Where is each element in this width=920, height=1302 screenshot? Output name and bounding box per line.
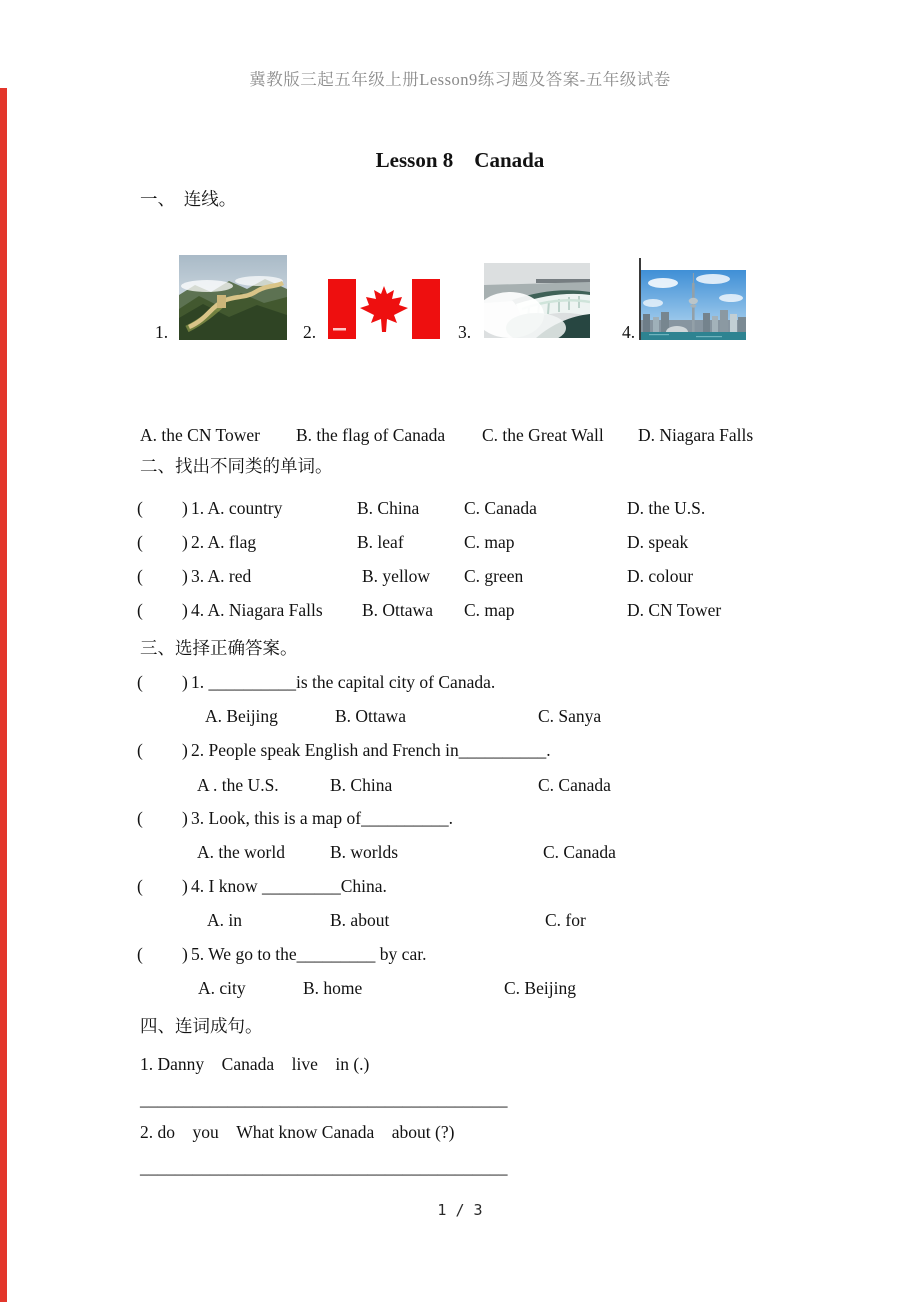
section2-heading: 二、找出不同类的单词。 bbox=[140, 456, 333, 476]
option-b: B. yellow bbox=[362, 566, 431, 586]
paren-open: ( bbox=[137, 532, 143, 552]
option-d: D. speak bbox=[627, 532, 689, 552]
page-title: Lesson 8 Canada bbox=[375, 148, 545, 172]
choice-a: A. Beijing bbox=[205, 706, 278, 726]
option-d: D. colour bbox=[627, 566, 694, 586]
choice-b: B. China bbox=[330, 775, 393, 795]
section4-heading: 四、连词成句。 bbox=[140, 1016, 263, 1036]
doc-header: 冀教版三起五年级上册Lesson9练习题及答案-五年级试卷 bbox=[249, 70, 671, 89]
choice-a: A . the U.S. bbox=[197, 775, 279, 795]
figure-number-4: 4. bbox=[622, 322, 636, 342]
option-b: B. China bbox=[357, 498, 420, 518]
niagara-falls-image bbox=[484, 263, 590, 338]
section1-heading: 一、 连线。 bbox=[140, 189, 237, 209]
paren-close: ) bbox=[182, 672, 188, 692]
option-a: 1. A. country bbox=[191, 498, 283, 518]
page-number: 1 / 3 bbox=[437, 1201, 483, 1219]
choice-a: A. city bbox=[198, 978, 246, 998]
choice-b: B. about bbox=[330, 910, 390, 930]
choice-c: C. Sanya bbox=[538, 706, 602, 726]
great-wall-image bbox=[179, 255, 287, 340]
paren-open: ( bbox=[137, 498, 143, 518]
option-b: B. leaf bbox=[357, 532, 404, 552]
choice-c: C. Beijing bbox=[504, 978, 576, 998]
option-c: C. map bbox=[464, 532, 515, 552]
option-d: D. CN Tower bbox=[627, 600, 722, 620]
option-c: C. map bbox=[464, 600, 515, 620]
option-a: 4. A. Niagara Falls bbox=[191, 600, 323, 620]
paren-open: ( bbox=[137, 808, 143, 828]
paren-close: ) bbox=[182, 944, 188, 964]
answer-b: B. the flag of Canada bbox=[296, 425, 446, 445]
section3-heading: 三、选择正确答案。 bbox=[140, 638, 298, 658]
answer-a: A. the CN Tower bbox=[140, 425, 260, 445]
choice-b: B. worlds bbox=[330, 842, 399, 862]
choice-b: B. Ottawa bbox=[335, 706, 406, 726]
paren-close: ) bbox=[182, 740, 188, 760]
paren-close: ) bbox=[182, 808, 188, 828]
question-stem: 2. People speak English and French in__________. bbox=[191, 740, 551, 760]
paren-open: ( bbox=[137, 944, 143, 964]
choice-a: A. in bbox=[207, 910, 242, 930]
choice-b: B. home bbox=[303, 978, 363, 998]
canada-flag-image bbox=[328, 279, 440, 339]
paren-close: ) bbox=[182, 566, 188, 586]
question-stem: 1. __________is the capital city of Canada. bbox=[191, 672, 496, 692]
figure-number-1: 1. bbox=[155, 322, 169, 342]
option-a: 3. A. red bbox=[191, 566, 252, 586]
option-c: C. Canada bbox=[464, 498, 537, 518]
answer-c: C. the Great Wall bbox=[482, 425, 604, 445]
answer-blank-2: __________________________________________ bbox=[140, 1157, 508, 1177]
paren-open: ( bbox=[137, 740, 143, 760]
choice-a: A. the world bbox=[197, 842, 285, 862]
question-stem: 5. We go to the_________ by car. bbox=[191, 944, 427, 964]
choice-c: C. Canada bbox=[538, 775, 611, 795]
figure-number-3: 3. bbox=[458, 322, 472, 342]
paren-close: ) bbox=[182, 600, 188, 620]
choice-c: C. for bbox=[545, 910, 586, 930]
paren-open: ( bbox=[137, 876, 143, 896]
paren-close: ) bbox=[182, 532, 188, 552]
paren-open: ( bbox=[137, 672, 143, 692]
unscramble-line-1: 1. Danny Canada live in (.) bbox=[140, 1054, 370, 1074]
cn-tower-image bbox=[641, 270, 746, 340]
option-b: B. Ottawa bbox=[362, 600, 433, 620]
unscramble-line-2: 2. do you What know Canada about (?) bbox=[140, 1122, 455, 1142]
answer-blank-1: __________________________________________ bbox=[140, 1089, 508, 1109]
option-d: D. the U.S. bbox=[627, 498, 706, 518]
paren-open: ( bbox=[137, 566, 143, 586]
paren-open: ( bbox=[137, 600, 143, 620]
paren-close: ) bbox=[182, 498, 188, 518]
option-c: C. green bbox=[464, 566, 524, 586]
answer-d: D. Niagara Falls bbox=[638, 425, 754, 445]
paren-close: ) bbox=[182, 876, 188, 896]
figure-number-2: 2. bbox=[303, 322, 317, 342]
option-a: 2. A. flag bbox=[191, 532, 257, 552]
question-stem: 4. I know _________China. bbox=[191, 876, 387, 896]
question-stem: 3. Look, this is a map of__________. bbox=[191, 808, 453, 828]
choice-c: C. Canada bbox=[543, 842, 616, 862]
